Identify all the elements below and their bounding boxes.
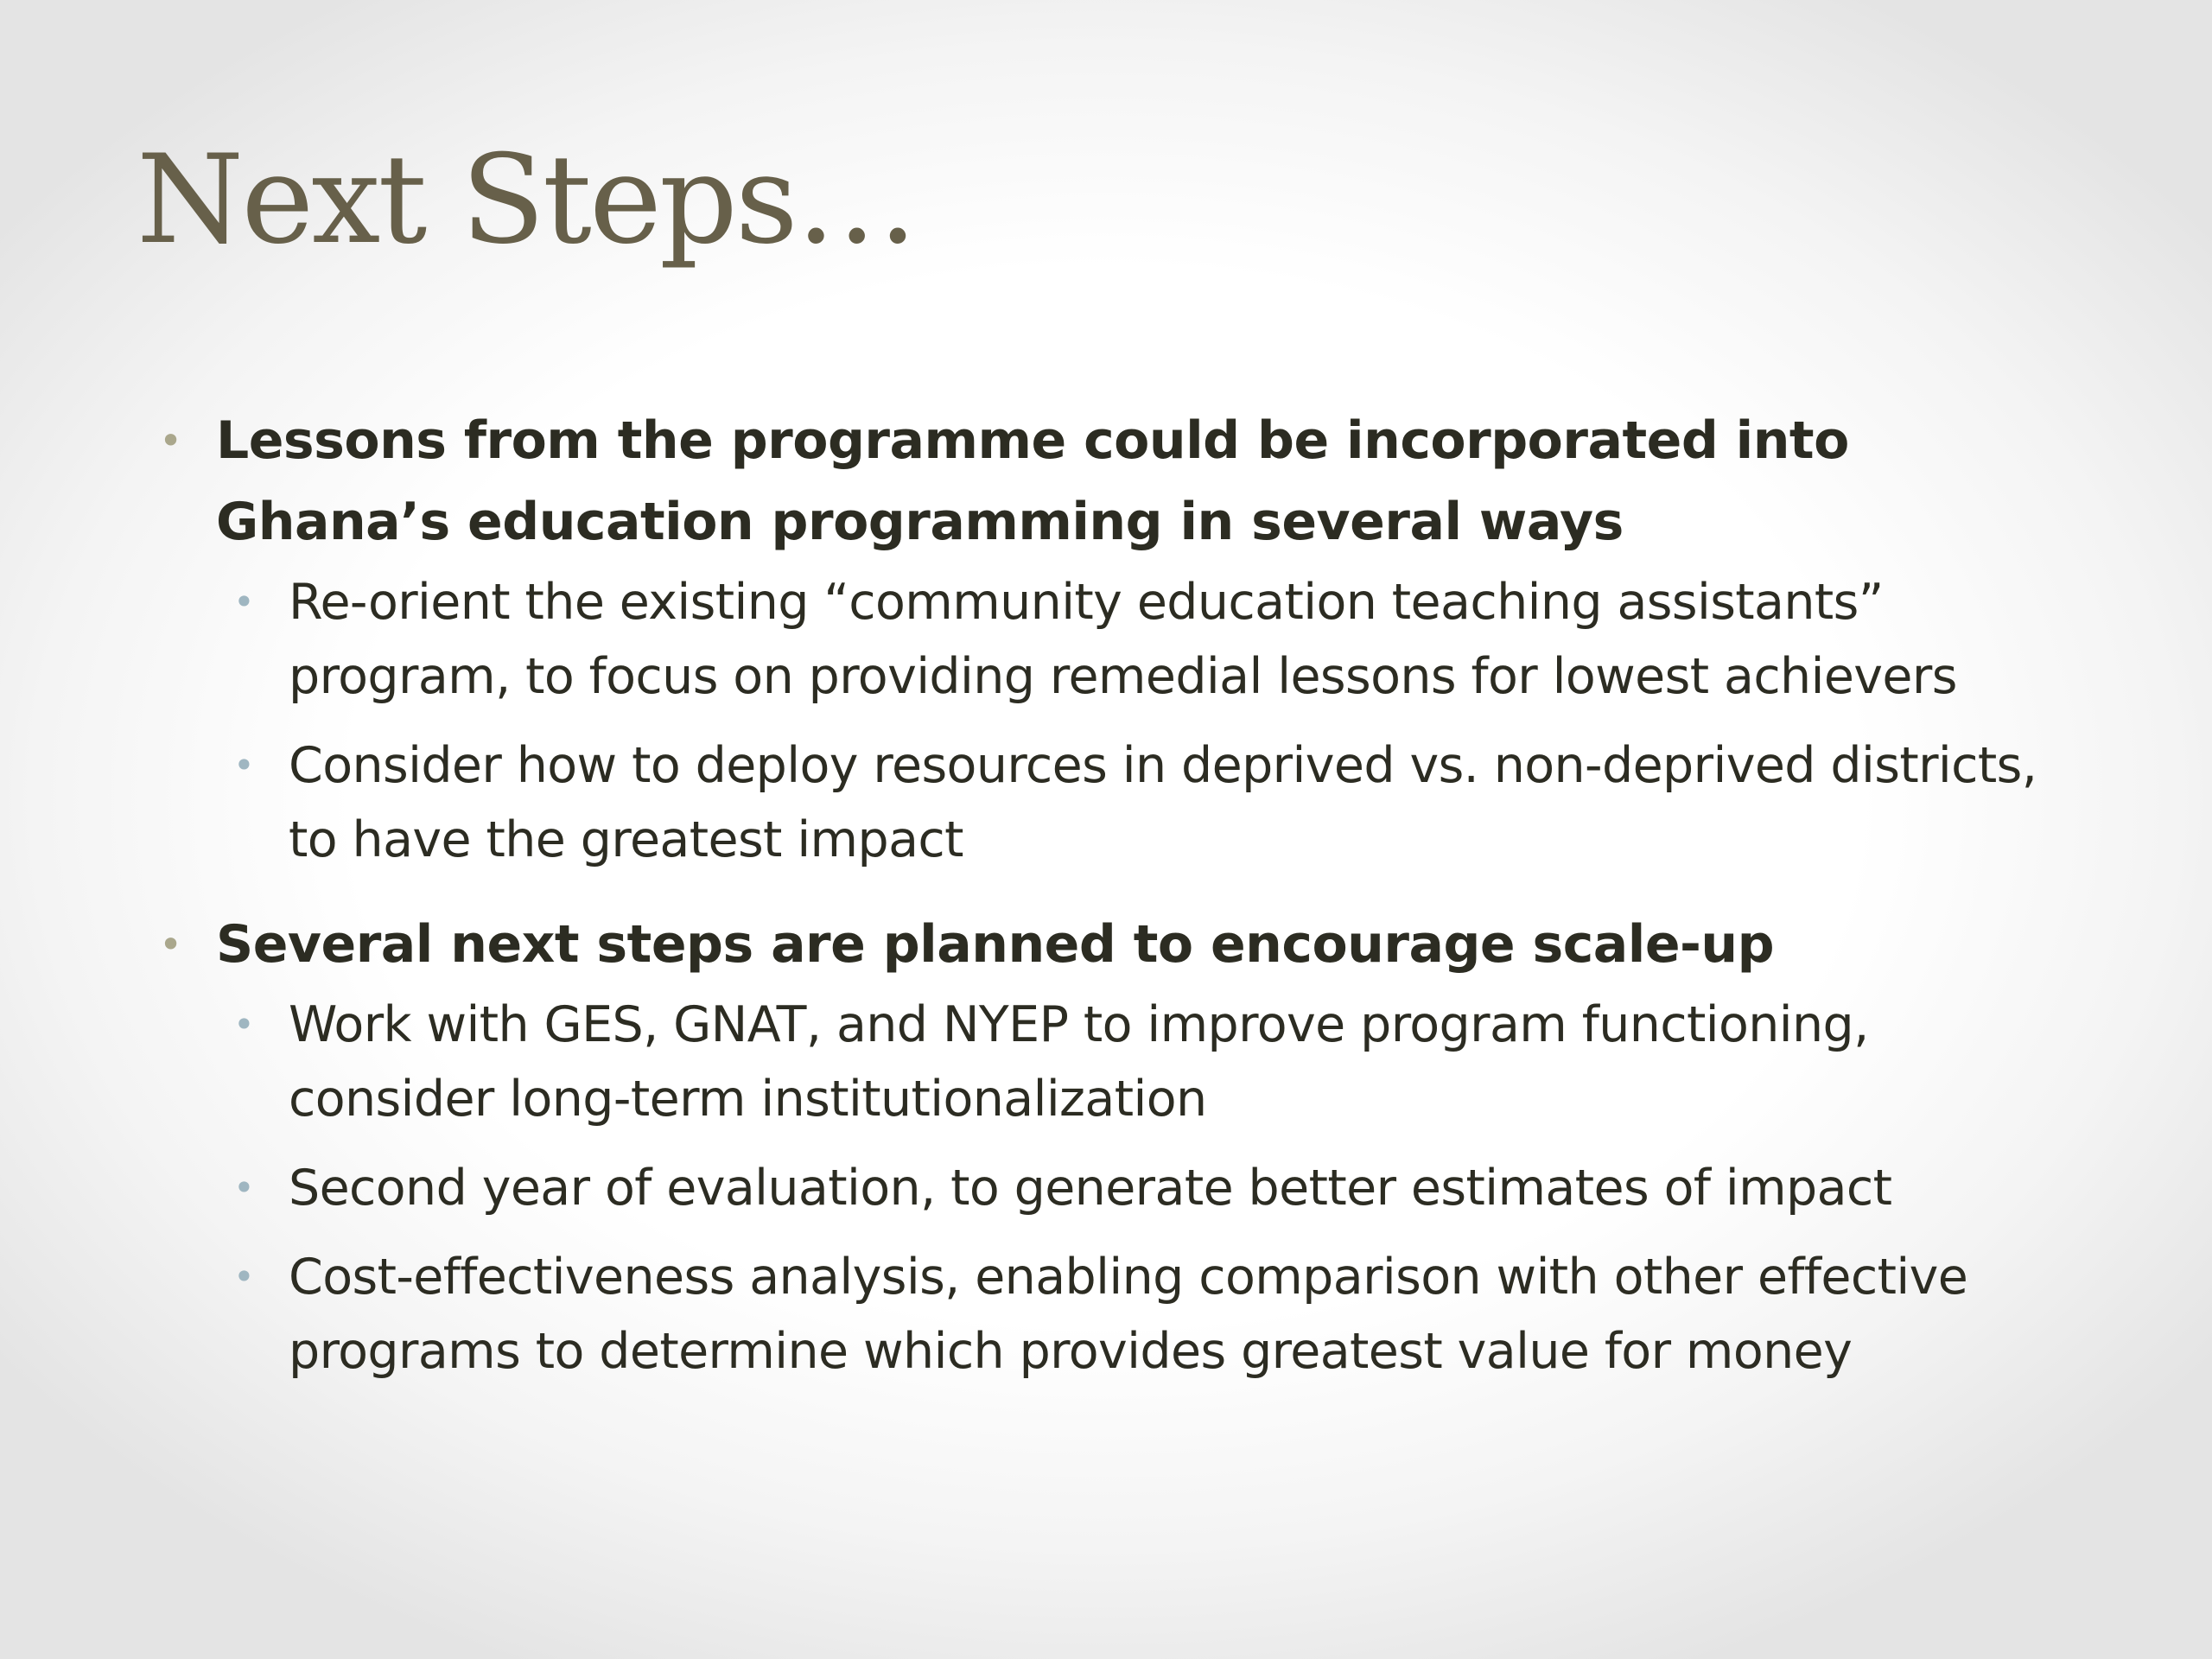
sub-bullet-text: Re-orient the existing “community education teaching assistants” program, to focus on providing remedial lessons for lowest achievers — [289, 574, 1957, 705]
sub-bullet-item — [156, 1240, 2082, 1389]
sub-bullet-item — [156, 728, 2082, 877]
sub-bullet-text: Cost-effectiveness analysis, enabling comparison with other effective programs to determine which provides greatest value for money — [289, 1249, 1968, 1380]
bullet-dot-icon: • — [233, 1255, 255, 1298]
sub-bullet-text: Consider how to deploy resources in deprived vs. non-deprived districts, to have the greatest impact — [289, 737, 2037, 868]
sub-bullet-text: Second year of evaluation, to generate better estimates of impact — [289, 1160, 1892, 1217]
section-heading: Several next steps are planned to encourage scale-up — [216, 914, 1775, 975]
sub-bullet-list — [156, 565, 2082, 877]
sub-bullet-text: Work with GES, GNAT, and NYEP to improve program functioning, consider long-term institutionalization — [289, 996, 1869, 1128]
sub-bullet-item — [156, 565, 2082, 714]
bullet-dot-icon: • — [159, 921, 182, 968]
sub-bullet-item — [156, 1151, 2082, 1225]
slide-content — [156, 400, 2082, 1403]
bullet-dot-icon: • — [233, 1166, 255, 1209]
section-spacer — [156, 892, 2082, 904]
bullet-dot-icon: • — [233, 744, 255, 786]
bullet-section-lessons — [156, 400, 2082, 563]
bullet-dot-icon: • — [233, 1003, 255, 1046]
bullet-dot-icon: • — [159, 417, 182, 464]
slide-title: Next Steps… — [137, 129, 916, 271]
sub-bullet-item — [156, 988, 2082, 1136]
sub-bullet-list — [156, 988, 2082, 1389]
bullet-section-next-steps — [156, 904, 2082, 985]
bullet-dot-icon: • — [233, 581, 255, 623]
section-heading: Lessons from the programme could be incorporated into Ghana’s education programming in several ways — [216, 410, 1849, 552]
